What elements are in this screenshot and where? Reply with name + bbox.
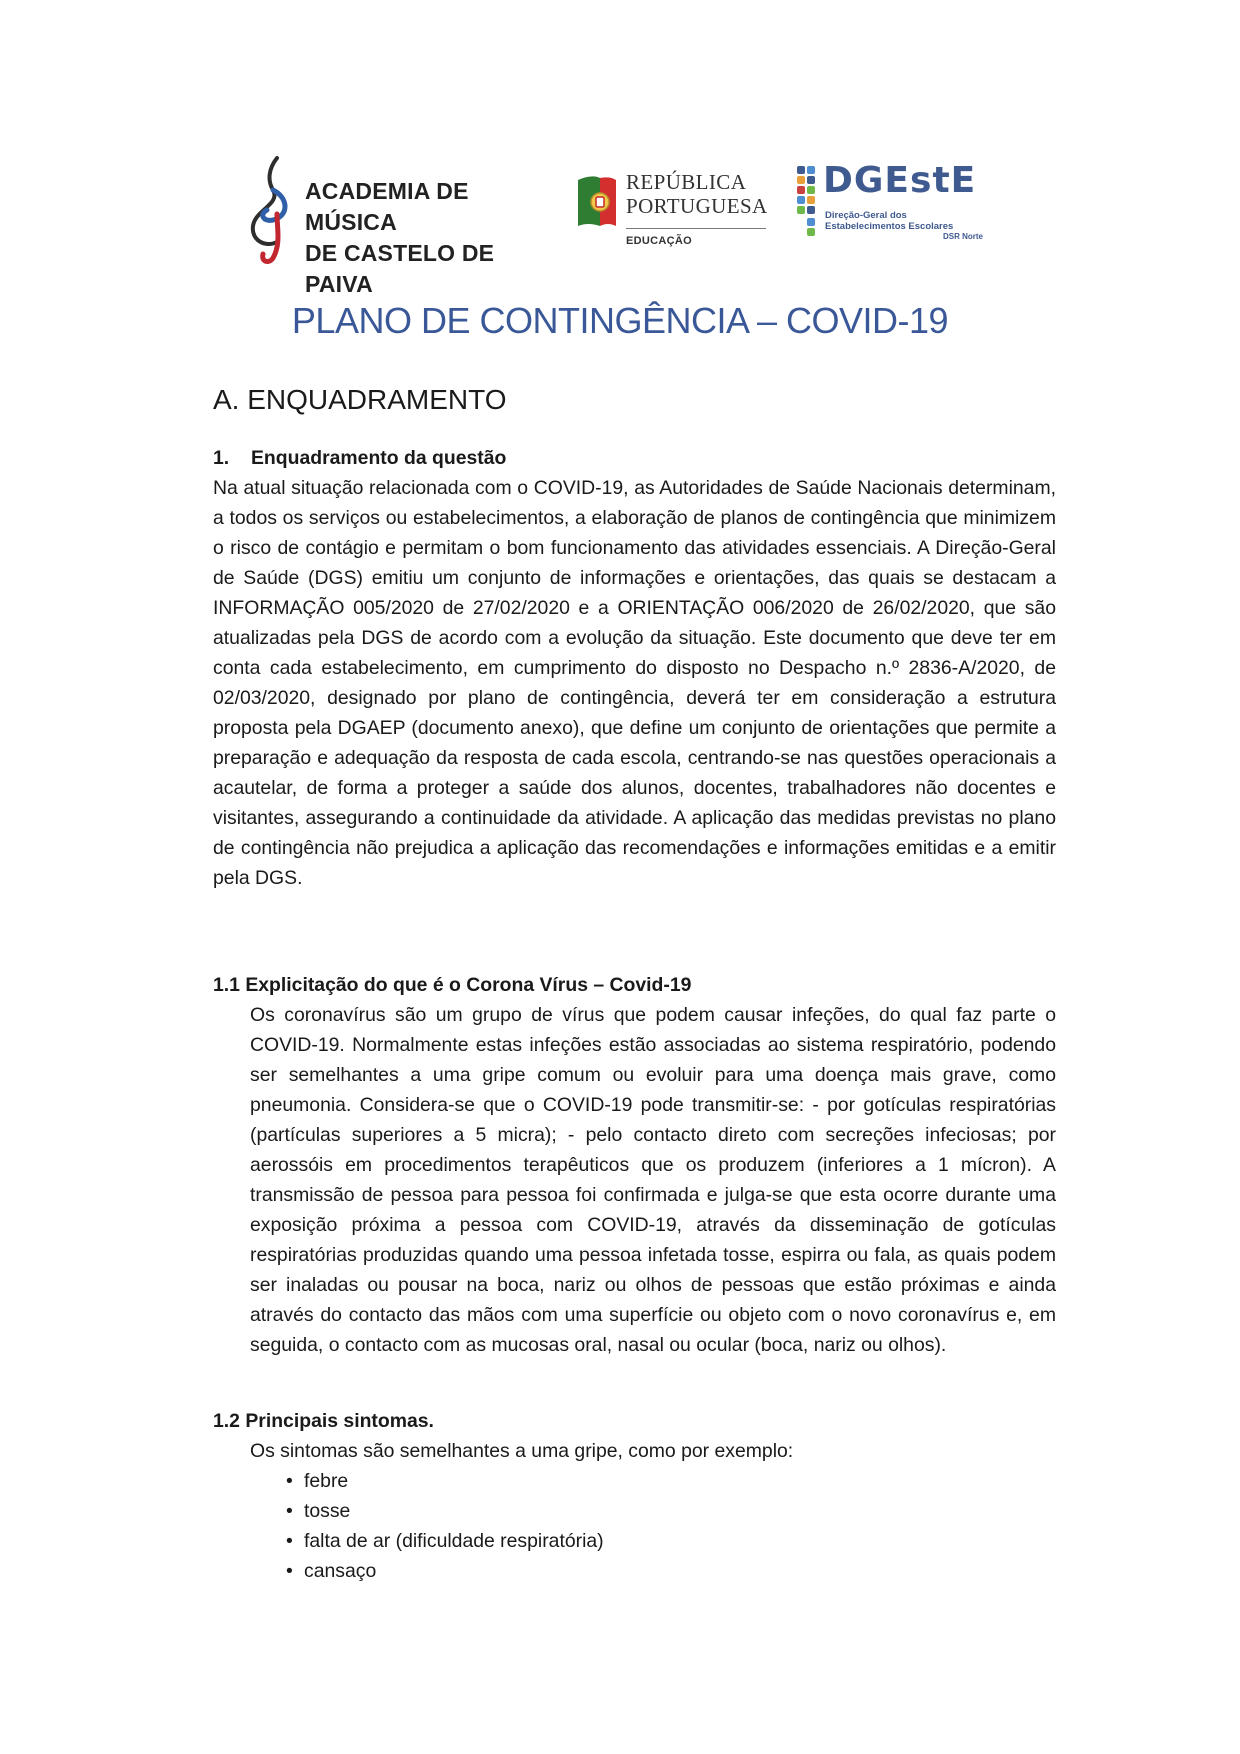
heading-1-number: 1. (213, 447, 230, 469)
heading-1-text: Enquadramento da questão (251, 447, 507, 469)
list-item: • cansaço (286, 1556, 986, 1586)
logo-divider (626, 228, 766, 229)
heading-1 (213, 443, 1056, 473)
symptoms-list (286, 1466, 986, 1586)
heading-1-2: 1.2 Principais sintomas. (213, 1410, 434, 1432)
treble-clef-icon (243, 154, 303, 266)
dgeste-subtitle: Direção-Geral dos Estabelecimentos Escolares (825, 210, 954, 232)
portugal-flag-icon (574, 174, 618, 230)
dgeste-region: DSR Norte (943, 232, 984, 241)
paragraph-1-1: Os coronavírus são um grupo de vírus que podem causar infeções, do qual faz parte o COVID-19. Normalmente estas infeções estão associadas ao sistema respiratório, podendo ser semelhantes a uma gripe comum ou evoluir para uma doença mais grave, como pneumonia. Considera-se que o COVID-19 pode transmitir-se: - por gotículas respiratórias (partículas superiores a 5 micra); - pelo contacto direto com secreções infeciosas; por aerossóis em procedimentos terapêuticos que os produzem (inferiores a 1 mícron). A transmissão de pessoa para pessoa foi confirmada e julga-se que esta ocorre durante uma exposição próxima a pessoa com COVID-19, através da disseminação de gotículas respiratórias produzidas quando uma pessoa infetada tosse, espirra ou fala, as quais podem ser inaladas ou pousar na boca, nariz ou olhos de pessoas que estão próximas e ainda através do contacto das mãos com uma superfície ou objeto com o novo coronavírus e, em seguida, o contacto com as mucosas oral, nasal ou ocular (boca, nariz ou olhos). (250, 1004, 1056, 1356)
dgeste-mosaic-icon (795, 164, 823, 244)
list-item: • tosse (286, 1496, 986, 1526)
paragraph-1-2: Os sintomas são semelhantes a uma gripe, como por exemplo: (250, 1440, 794, 1462)
academia-logo (243, 154, 543, 297)
paragraph-1: Na atual situação relacionada com o COVID-19, as Autoridades de Saúde Nacionais determinam, a todos os serviços ou estabelecimentos, a elaboração de planos de contingência que minimizem o risco de contágio e permitam o bom funcionamento das atividades essenciais. A Direção-Geral de Saúde (DGS) emitiu um conjunto de informações e orientações, das quais se destacam a INFORMAÇÃO 005/2020 de 27/02/2020 e a ORIENTAÇÃO 006/2020 de 26/02/2020, que são atualizadas pela DGS de acordo com a evolução da situação. Este documento que deve ter em conta cada estabelecimento, em cumprimento do disposto no Despacho n.º 2836-A/2020, de 02/03/2020, designado por plano de contingência, deverá ter em consideração a estrutura proposta pela DGAEP (documento anexo), que define um conjunto de orientações que permite a preparação e adequação da resposta de cada escola, centrando-se nas questões operacionais a acautelar, de forma a proteger a saúde dos alunos, docentes, trabalhadores não docentes e visitantes, assegurando a continuidade da atividade. A aplicação das medidas previstas no plano de contingência não prejudica a aplicação das recomendações e informações emitidas e a emitir pela DGS. (213, 477, 1056, 889)
dgeste-logo (795, 160, 995, 254)
list-item: • falta de ar (dificuldade respiratória) (286, 1526, 986, 1556)
list-item: • febre (286, 1466, 986, 1496)
dgeste-title: DGEstE (823, 160, 977, 201)
republica-portuguesa-logo (574, 166, 774, 256)
header-logos (0, 150, 1240, 297)
document-title: PLANO DE CONTINGÊNCIA – COVID-19 (291, 300, 949, 341)
heading-1-1: 1.1 Explicitação do que é o Corona Vírus – Covid-19 (213, 974, 692, 996)
republica-portuguesa-subtitle: EDUCAÇÃO (626, 235, 692, 247)
section-title: A. ENQUADRAMENTO (213, 384, 507, 415)
academia-logo-text: ACADEMIA DE MÚSICA DE CASTELO DE PAIVA (305, 178, 495, 297)
republica-portuguesa-text: REPÚBLICA PORTUGUESA (626, 170, 768, 218)
